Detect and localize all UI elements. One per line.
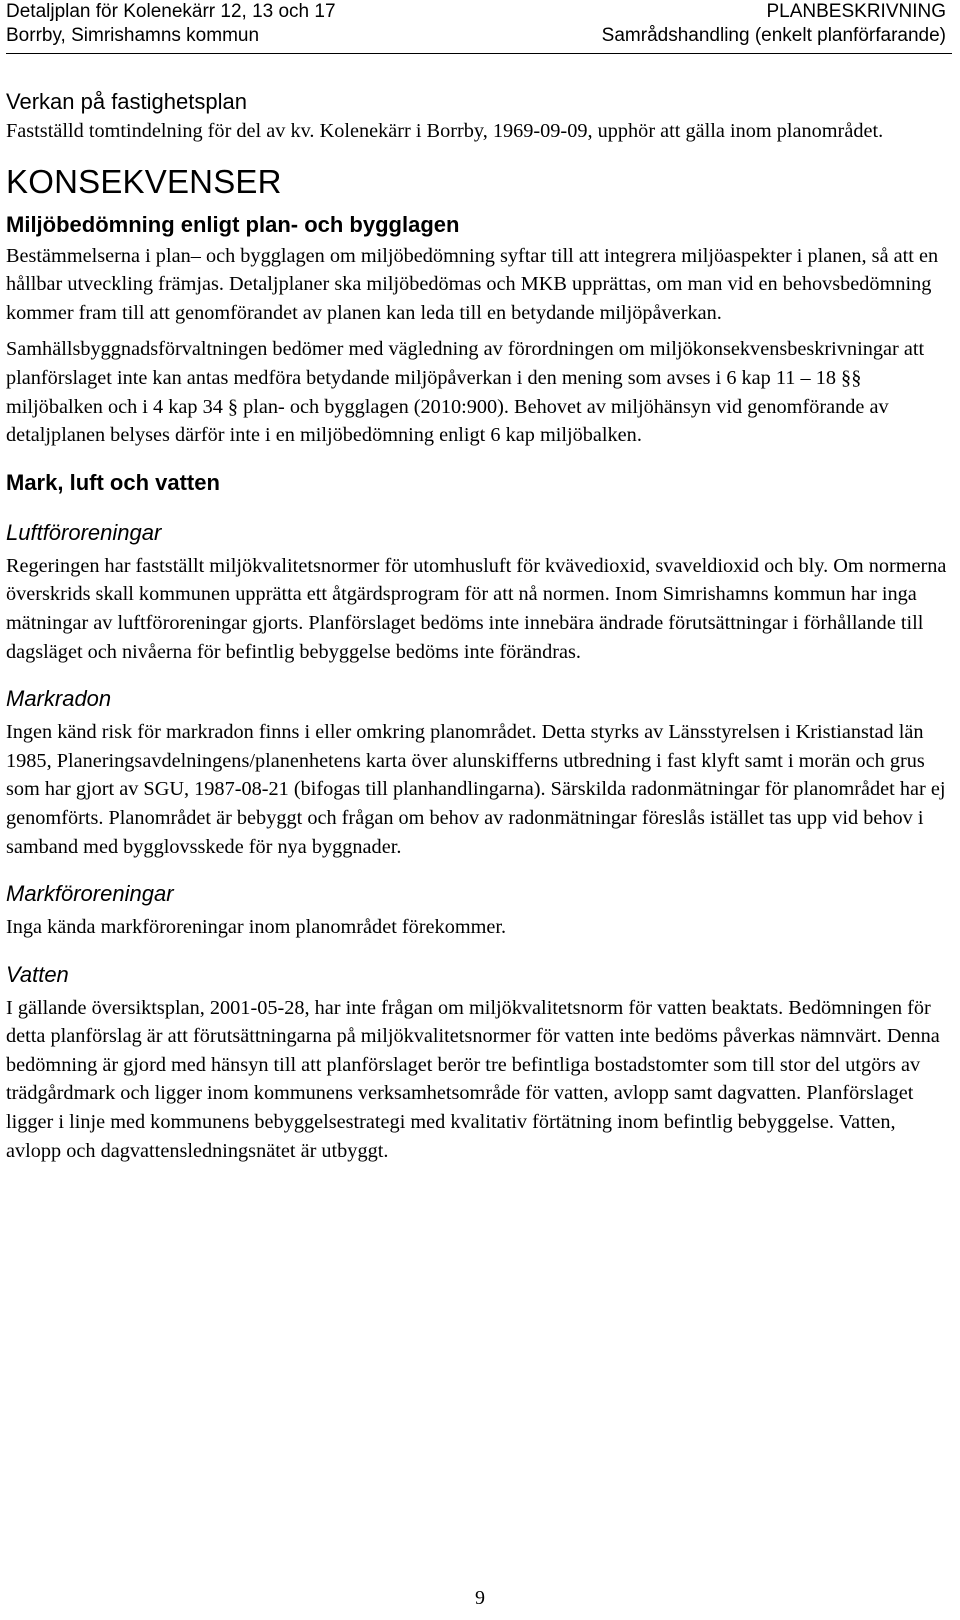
document-stage: Samrådshandling (enkelt planförfarande)	[601, 25, 946, 46]
heading-miljobedomning: Miljöbedömning enligt plan- och bygglagen	[6, 211, 460, 237]
paragraph-fastighetsplan: Fastställd tomtindelning för del av kv. Kolenekärr i Borrby, 1969-09-09, upphör att gälla inom planområdet.	[6, 120, 884, 142]
document-type: PLANBESKRIVNING	[766, 1, 946, 22]
heading-markradon: Markradon	[6, 686, 112, 712]
paragraph-miljobedomning-2: Samhällsbyggnadsförvaltningen bedömer med vägledning av förordningen om miljökonsekvensbeskrivningar att planförslaget inte kan antas medföra betydande miljöpåverkan i den mening som avses i 6 kap 11 – 18 §§ miljöbalken och i 4 kap 34 § plan- och bygglagen (2010:900). Behovet av miljöhänsyn vid genomförande av detaljplanen belyses därför inte i en miljöbedömning enligt 6 kap miljöbalken.	[6, 338, 925, 447]
heading-markfororeningar: Markföroreningar	[6, 881, 174, 907]
header-right	[602, 0, 946, 48]
heading-konsekvenser: KONSEKVENSER	[6, 162, 282, 200]
page-content	[6, 87, 952, 1165]
heading-mark-luft-vatten: Mark, luft och vatten	[6, 469, 220, 495]
paragraph-luftfororeningar: Regeringen har fastställt miljökvalitetsnormer för utomhusluft för kvävedioxid, svaveldioxid och bly. Om normerna överskrids skall kommunen upprätta ett åtgärdsprogram för att nå normen. Inom Simrishamns kommun har inga mätningar av luftföroreningar gjorts. Planförslaget bedöms inte innebära ändrade förutsättningar i förhållande till dagsläget och nivåerna för befintlig bebyggelse bedöms inte förändras.	[6, 554, 947, 663]
page-number: 9	[475, 1587, 485, 1609]
paragraph-vatten: I gällande översiktsplan, 2001-05-28, har inte frågan om miljökvalitetsnorm för vatten beaktats. Bedömningen för detta planförslag är att förutsättningarna på miljökvalitetsnormer för vatten inte bedöms påverkas nämnvärt. Denna bedömning är gjord med hänsyn till att planförslaget berör tre befintliga bostadstomter som till stor del utgörs av trädgårdmark och ligger inom kommunens verksamhetsområde för vatten, avlopp samt dagvatten. Planförslaget ligger i linje med kommunens bebyggelsestrategi med kvalitativ förtätning inom befintlig bebyggelse. Vatten, avlopp och dagvattensledningsnätet är utbyggt.	[6, 996, 940, 1162]
header-divider	[6, 53, 952, 54]
page-header	[0, 0, 960, 52]
paragraph-markradon: Ingen känd risk för markradon finns i eller omkring planområdet. Detta styrks av Länsstyrelsen i Kristianstad län 1985, Planeringsavdelningens/planenhetens karta över alunskifferns utbredning i fast klyft samt i morän och grus som har gjort av SGU, 1987-08-21 (bifogas till planhandlingarna). Särskilda radonmätningar för planområdet har ej genomförts. Planområdet är bebyggt och frågan om behov av radonmätningar föreslås istället tas upp vid behov i samband med bygglovsskede för nya byggnader.	[6, 721, 946, 858]
heading-fastighetsplan: Verkan på fastighetsplan	[6, 89, 247, 114]
paragraph-markfororeningar: Inga kända markföroreningar inom planområdet förekommer.	[6, 916, 507, 939]
document-title: Detaljplan för Kolenekärr 12, 13 och 17	[6, 1, 336, 22]
header-left	[6, 0, 336, 48]
municipality-label: Borrby, Simrishamns kommun	[6, 25, 260, 46]
heading-luftfororeningar: Luftföroreningar	[6, 519, 162, 545]
heading-vatten: Vatten	[6, 961, 69, 987]
paragraph-miljobedomning-1: Bestämmelserna i plan– och bygglagen om miljöbedömning syftar till att integrera miljöaspekter i planen, så att en hållbar utveckling främjas. Detaljplaner ska miljöbedömas och MKB upprättas, om man vid en behovsbedömning kommer fram till att genomförandet av planen kan leda till en betydande miljöpåverkan.	[6, 244, 939, 324]
